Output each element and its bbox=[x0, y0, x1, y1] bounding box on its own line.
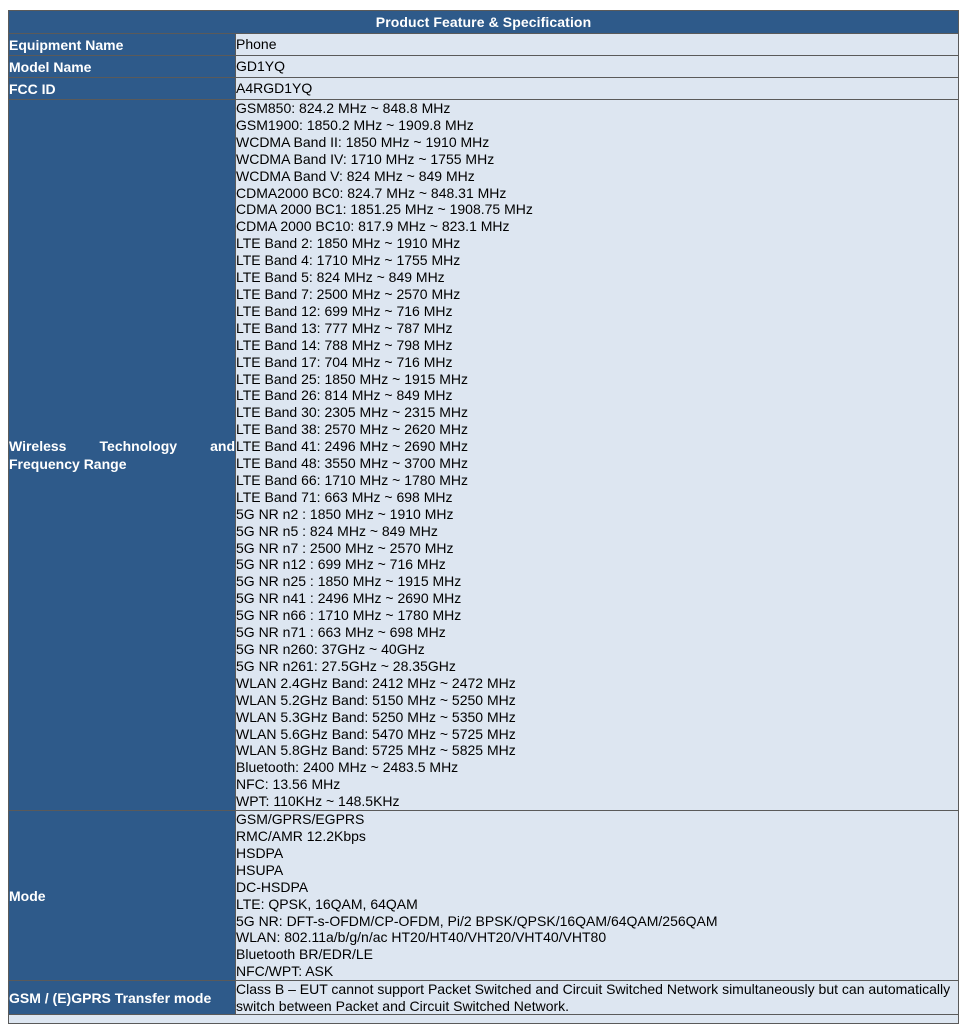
frequency-line: 5G NR n5 : 824 MHz ~ 849 MHz bbox=[236, 522, 438, 539]
mode-line: 5G NR: DFT-s-OFDM/CP-OFDM, Pi/2 BPSK/QPSK/16QAM/64QAM/256QAM bbox=[236, 912, 718, 929]
frequency-line: 5G NR n7 : 2500 MHz ~ 2570 MHz bbox=[236, 539, 454, 556]
gsm-transfer-mode-text: Class B – EUT cannot support Packet Switched and Circuit Switched Network simultaneously but can automatically switch between Packet and Circuit Switched Network. bbox=[236, 981, 951, 1014]
frequency-line: WLAN 5.2GHz Band: 5150 MHz ~ 5250 MHz bbox=[236, 691, 516, 708]
frequency-line: WCDMA Band IV: 1710 MHz ~ 1755 MHz bbox=[236, 150, 495, 167]
row-gsm-transfer-mode bbox=[9, 981, 959, 1015]
frequency-line: WCDMA Band V: 824 MHz ~ 849 MHz bbox=[236, 167, 475, 184]
frequency-line: LTE Band 38: 2570 MHz ~ 2620 MHz bbox=[236, 421, 469, 438]
frequency-line: LTE Band 26: 814 MHz ~ 849 MHz bbox=[236, 387, 453, 404]
frequency-line: NFC: 13.56 MHz bbox=[236, 776, 341, 793]
mode-line: Bluetooth BR/EDR/LE bbox=[236, 946, 373, 963]
wireless-frequency-list bbox=[236, 100, 959, 811]
frequency-line: CDMA2000 BC0: 824.7 MHz ~ 848.31 MHz bbox=[236, 184, 507, 201]
frequency-line: LTE Band 66: 1710 MHz ~ 1780 MHz bbox=[236, 471, 469, 488]
continuation-cell bbox=[9, 1015, 959, 1024]
spec-table bbox=[8, 10, 959, 1024]
frequency-line: CDMA 2000 BC1: 1851.25 MHz ~ 1908.75 MHz bbox=[236, 201, 533, 218]
mode-line: HSDPA bbox=[236, 844, 284, 861]
frequency-line: 5G NR n25 : 1850 MHz ~ 1915 MHz bbox=[236, 573, 462, 590]
mode-list bbox=[236, 811, 959, 981]
mode-line: LTE: QPSK, 16QAM, 64QAM bbox=[236, 895, 418, 912]
frequency-line: LTE Band 48: 3550 MHz ~ 3700 MHz bbox=[236, 455, 469, 472]
frequency-line: 5G NR n41 : 2496 MHz ~ 2690 MHz bbox=[236, 590, 462, 607]
fcc-id-value: A4RGD1YQ bbox=[236, 78, 959, 100]
frequency-line: 5G NR n12 : 699 MHz ~ 716 MHz bbox=[236, 556, 446, 573]
frequency-line: LTE Band 4: 1710 MHz ~ 1755 MHz bbox=[236, 252, 461, 269]
frequency-line: LTE Band 71: 663 MHz ~ 698 MHz bbox=[236, 488, 453, 505]
title-row bbox=[9, 11, 959, 34]
frequency-line: 5G NR n261: 27.5GHz ~ 28.35GHz bbox=[236, 657, 456, 674]
mode-line: GSM/GPRS/EGPRS bbox=[236, 811, 365, 828]
frequency-line: 5G NR n71 : 663 MHz ~ 698 MHz bbox=[236, 624, 446, 641]
frequency-line: LTE Band 30: 2305 MHz ~ 2315 MHz bbox=[236, 404, 469, 421]
row-wireless-technology bbox=[9, 100, 959, 811]
mode-label: Mode bbox=[9, 811, 236, 981]
frequency-line: WLAN 2.4GHz Band: 2412 MHz ~ 2472 MHz bbox=[236, 674, 516, 691]
frequency-line: LTE Band 5: 824 MHz ~ 849 MHz bbox=[236, 269, 445, 286]
frequency-line: WLAN 5.3GHz Band: 5250 MHz ~ 5350 MHz bbox=[236, 708, 516, 725]
frequency-line: LTE Band 41: 2496 MHz ~ 2690 MHz bbox=[236, 438, 469, 455]
model-name-label: Model Name bbox=[9, 56, 236, 78]
frequency-line: LTE Band 17: 704 MHz ~ 716 MHz bbox=[236, 353, 453, 370]
frequency-line: LTE Band 2: 1850 MHz ~ 1910 MHz bbox=[236, 235, 461, 252]
frequency-line: 5G NR n66 : 1710 MHz ~ 1780 MHz bbox=[236, 607, 462, 624]
wireless-label-line1: Wireless Technology and bbox=[9, 438, 235, 455]
frequency-line: LTE Band 12: 699 MHz ~ 716 MHz bbox=[236, 302, 453, 319]
frequency-line: 5G NR n2 : 1850 MHz ~ 1910 MHz bbox=[236, 505, 454, 522]
frequency-line: LTE Band 25: 1850 MHz ~ 1915 MHz bbox=[236, 370, 469, 387]
equipment-name-value: Phone bbox=[236, 34, 959, 56]
model-name-value: GD1YQ bbox=[236, 56, 959, 78]
equipment-name-label: Equipment Name bbox=[9, 34, 236, 56]
mode-line: WLAN: 802.11a/b/g/n/ac HT20/HT40/VHT20/VHT40/VHT80 bbox=[236, 929, 607, 946]
mode-line: DC-HSDPA bbox=[236, 878, 309, 895]
row-fcc-id bbox=[9, 78, 959, 100]
frequency-line: WLAN 5.6GHz Band: 5470 MHz ~ 5725 MHz bbox=[236, 725, 516, 742]
table-title: Product Feature & Specification bbox=[9, 11, 959, 34]
mode-line: HSUPA bbox=[236, 861, 284, 878]
frequency-line: LTE Band 14: 788 MHz ~ 798 MHz bbox=[236, 336, 453, 353]
frequency-line: WLAN 5.8GHz Band: 5725 MHz ~ 5825 MHz bbox=[236, 742, 516, 759]
row-model-name bbox=[9, 56, 959, 78]
frequency-line: WCDMA Band II: 1850 MHz ~ 1910 MHz bbox=[236, 133, 490, 150]
frequency-line: CDMA 2000 BC10: 817.9 MHz ~ 823.1 MHz bbox=[236, 218, 510, 235]
spec-sheet bbox=[8, 10, 958, 1024]
frequency-line: 5G NR n260: 37GHz ~ 40GHz bbox=[236, 641, 425, 657]
row-equipment-name bbox=[9, 34, 959, 56]
frequency-line: WPT: 110KHz ~ 148.5KHz bbox=[236, 793, 400, 810]
mode-line: RMC/AMR 12.2Kbps bbox=[236, 827, 366, 844]
frequency-line: GSM850: 824.2 MHz ~ 848.8 MHz bbox=[236, 100, 451, 116]
gsm-transfer-mode-value bbox=[236, 981, 959, 1015]
gsm-transfer-mode-label: GSM / (E)GPRS Transfer mode bbox=[9, 981, 236, 1015]
frequency-line: LTE Band 13: 777 MHz ~ 787 MHz bbox=[236, 319, 453, 336]
frequency-line: Bluetooth: 2400 MHz ~ 2483.5 MHz bbox=[236, 759, 459, 776]
frequency-line: GSM1900: 1850.2 MHz ~ 1909.8 MHz bbox=[236, 116, 474, 133]
wireless-technology-label bbox=[9, 100, 236, 811]
frequency-line: LTE Band 7: 2500 MHz ~ 2570 MHz bbox=[236, 285, 461, 302]
table-continuation bbox=[9, 1015, 959, 1024]
mode-line: NFC/WPT: ASK bbox=[236, 963, 334, 980]
wireless-label-line2: Frequency Range bbox=[9, 456, 127, 473]
row-mode bbox=[9, 811, 959, 981]
fcc-id-label: FCC ID bbox=[9, 78, 236, 100]
